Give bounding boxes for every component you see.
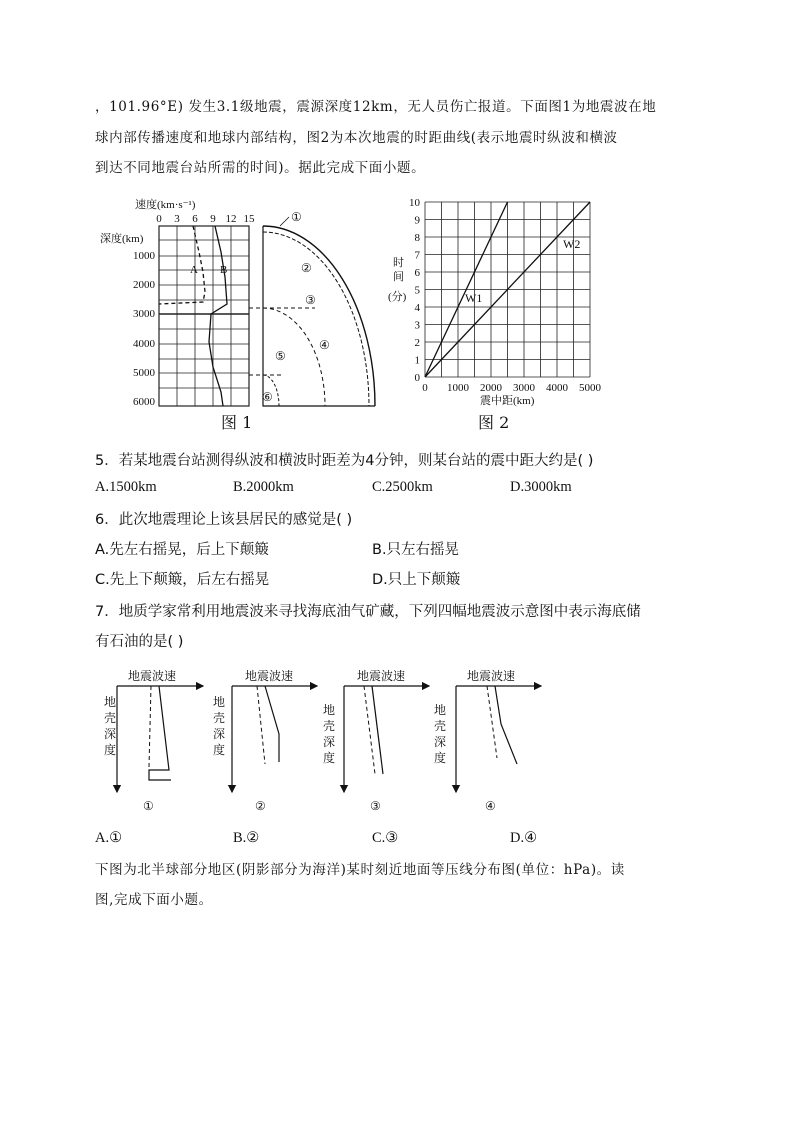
- fig2-x-tick: 1000: [447, 382, 469, 394]
- depth-char: 度: [434, 751, 447, 765]
- fig2-y-tick: 0: [414, 372, 420, 384]
- fig2-y-tick: 8: [414, 232, 420, 244]
- depth-char: 地: [213, 695, 226, 709]
- fig2-y-tick: 4: [414, 302, 420, 314]
- intro-line-3: 到达不同地震台站所需的时间)。据此完成下面小题。: [95, 160, 426, 176]
- fig2-caption: 图 2: [478, 413, 510, 432]
- fig1-depth-tick: 5000: [133, 367, 155, 379]
- intro-line-1: ，101.96°E) 发生3.1级地震，震源深度12km，无人员伤亡报道。下面图1为地震波在地: [95, 99, 657, 115]
- q6-option-c[interactable]: C.先上下颠簸，后左右摇晃: [95, 572, 270, 588]
- depth-char: 地: [323, 703, 336, 717]
- q7-stem-line-1: 7．地质学家常利用地震波来寻找海底油气矿藏，下列四幅地震波示意图中表示海底储: [95, 604, 641, 620]
- depth-char: 壳: [104, 711, 117, 725]
- fig2-y-tick: 2: [414, 337, 420, 349]
- outro-line-2: 图,完成下面小题。: [95, 892, 213, 908]
- q5-option-b[interactable]: B.2000km: [233, 479, 294, 495]
- fig1-caption: 图 1: [221, 413, 253, 432]
- q7-option-b[interactable]: B.②: [233, 830, 260, 846]
- fig1-depth-tick: 6000: [133, 396, 155, 408]
- figure-1: [95, 192, 385, 437]
- fig1-curve-a: [159, 226, 205, 304]
- q6-option-d[interactable]: D.只上下颠簸: [372, 572, 461, 588]
- fig1-grid: [159, 226, 249, 406]
- fig2-y-tick: 6: [414, 267, 420, 279]
- fig2-x-tick: 0: [422, 382, 428, 394]
- panel-label: ②: [255, 799, 266, 813]
- fig2-xlabel: 震中距(km): [480, 395, 535, 407]
- q5-stem: 5．若某地震台站测得纵波和横波时距差为4分钟，则某台站的震中距大约是( ): [95, 453, 594, 469]
- q5-option-d[interactable]: D.3000km: [510, 479, 572, 495]
- figure-2: [385, 192, 615, 437]
- fig2-ylabel-2: 间: [393, 271, 404, 283]
- depth-char: 度: [213, 743, 226, 757]
- q6-option-b[interactable]: B.只左右摇晃: [372, 542, 460, 558]
- fig1-depth-tick: 2000: [133, 279, 155, 291]
- fig2-w2-label: W2: [563, 237, 581, 251]
- fig2-x-tick: 3000: [513, 382, 535, 394]
- q7-panel-3: [323, 668, 429, 813]
- q6-stem: 6．此次地震理论上该县居民的感觉是( ): [95, 512, 353, 528]
- q7-panel-1: [104, 668, 203, 813]
- q7-option-c[interactable]: C.③: [372, 830, 399, 846]
- depth-char: 深: [104, 727, 117, 741]
- depth-char: 壳: [213, 711, 226, 725]
- fig1-depth-tick: 4000: [133, 338, 155, 350]
- fig2-x-tick: 5000: [579, 382, 601, 394]
- fig2-y-tick: 9: [414, 214, 420, 227]
- panel-title: 地震波速: [245, 669, 294, 683]
- fig1-layer-label: ②: [301, 261, 312, 275]
- fig1-speed-tick: 12: [225, 213, 237, 225]
- q7-stem-line-2: 有石油的是( ): [95, 634, 184, 650]
- fig2-x-tick: 4000: [546, 382, 568, 394]
- panel-label: ①: [143, 799, 154, 813]
- q7-panel-4: [434, 668, 541, 813]
- fig1-speed-tick: 3: [174, 213, 180, 225]
- depth-char: 深: [213, 727, 226, 741]
- fig2-y-tick: 10: [409, 197, 420, 209]
- q5-option-a[interactable]: A.1500km: [95, 479, 157, 495]
- panel-label: ③: [370, 799, 381, 813]
- depth-char: 地: [434, 703, 447, 717]
- fig1-speed-tick: 0: [156, 213, 162, 225]
- fig2-x-tick: 2000: [480, 382, 502, 394]
- panel-label: ④: [485, 799, 496, 813]
- q7-panel-2: [213, 668, 317, 813]
- fig1-layer-label: ③: [305, 293, 316, 307]
- fig2-y-tick: 3: [414, 319, 420, 332]
- outro-line-1: 下图为北半球部分地区(阴影部分为海洋)某时刻近地面等压线分布图(单位：hPa)。读: [95, 862, 625, 878]
- fig1-depth-label: 深度(km): [100, 233, 144, 245]
- q6-option-a[interactable]: A.先左右摇晃，后上下颠簸: [95, 542, 269, 558]
- fig1-speed-tick: 9: [210, 213, 216, 225]
- fig1-speed-tick: 15: [243, 213, 255, 225]
- fig1-curve-a-label: A: [190, 264, 198, 276]
- fig2-ylabel-1: 时: [393, 257, 404, 269]
- depth-char: 壳: [434, 719, 447, 733]
- depth-char: 深: [434, 735, 447, 749]
- depth-char: 壳: [323, 719, 336, 733]
- fig2-y-tick: 5: [414, 284, 420, 297]
- fig2-w1-label: W1: [465, 291, 483, 305]
- fig1-layer-label: ④: [319, 338, 330, 352]
- fig1-speed-tick: 6: [192, 213, 198, 225]
- fig2-y-tick: 1: [414, 354, 420, 367]
- fig1-layer-label: ①: [291, 210, 302, 224]
- fig1-speed-label: 速度(km·s⁻¹): [135, 199, 196, 211]
- fig1-layer-label: ⑥: [262, 390, 273, 404]
- q7-panels: [95, 662, 555, 820]
- fig1-depth-tick: 3000: [133, 308, 155, 320]
- depth-char: 度: [104, 743, 117, 757]
- fig2-y-tick: 7: [414, 249, 420, 262]
- depth-char: 度: [323, 751, 336, 765]
- fig2-ylabel-3: (分): [388, 291, 407, 303]
- q5-option-c[interactable]: C.2500km: [372, 479, 433, 495]
- intro-line-2: 球内部传播速度和地球内部结构，图2为本次地震的时距曲线(表示地震时纵波和横波: [95, 130, 618, 146]
- depth-char: 地: [104, 695, 117, 709]
- panel-title: 地震波速: [357, 669, 406, 683]
- panel-title: 地震波速: [128, 669, 177, 683]
- q7-option-d[interactable]: D.④: [510, 830, 538, 846]
- panel-title: 地震波速: [467, 669, 516, 683]
- fig1-layer-label: ⑤: [275, 349, 286, 363]
- depth-char: 深: [323, 735, 336, 749]
- q7-option-a[interactable]: A.①: [95, 830, 123, 846]
- fig1-curve-b-label: B: [220, 264, 228, 276]
- fig1-curve-b: [209, 226, 227, 406]
- fig1-depth-tick: 1000: [133, 250, 155, 262]
- fig1-earth-structure: [263, 226, 375, 406]
